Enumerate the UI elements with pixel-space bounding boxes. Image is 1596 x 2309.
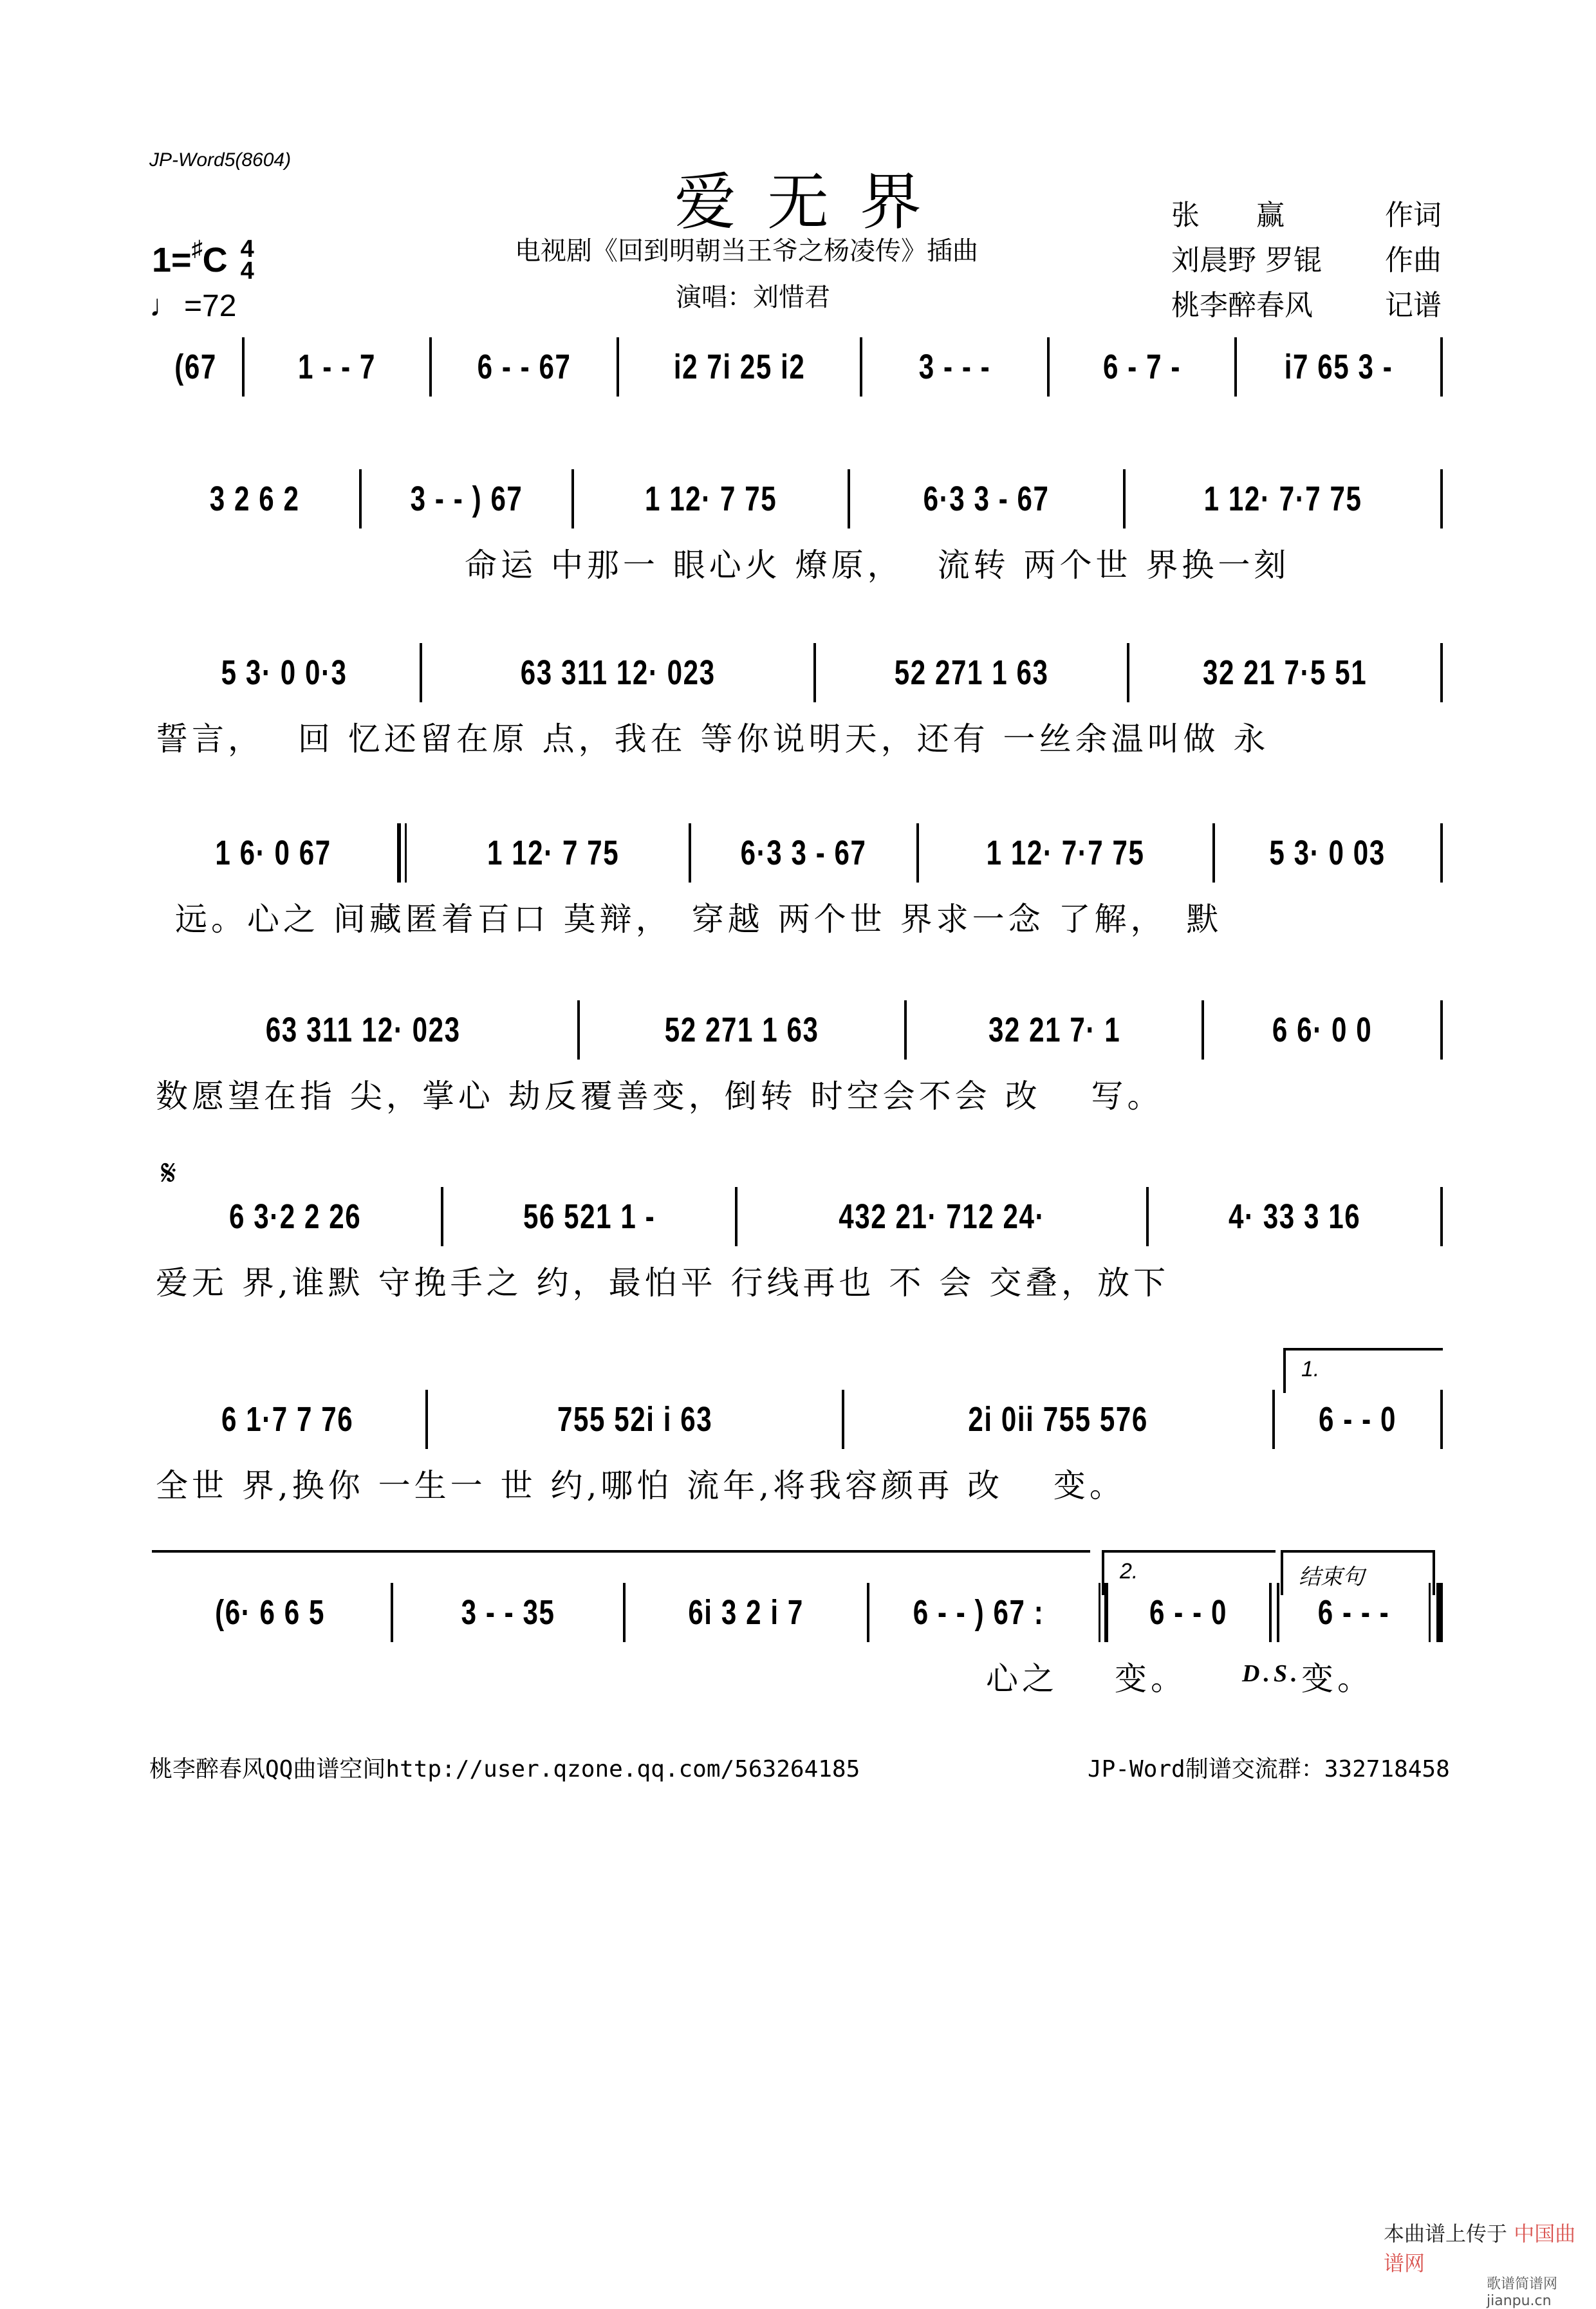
notes: 56 521 1 - bbox=[523, 1197, 656, 1236]
measure bbox=[149, 818, 397, 888]
notes: 1 12· 7 75 bbox=[487, 834, 620, 872]
measure bbox=[574, 463, 847, 534]
measure bbox=[149, 463, 359, 534]
notes: 2i 0ii 755 576 bbox=[968, 1400, 1149, 1439]
quarter-note-icon: ♩ bbox=[149, 289, 180, 323]
lyric-text: 全世 界,换你 一生一 世 约,哪怕 流年,将我容颜再 改 变。 bbox=[156, 1467, 1126, 1504]
measure bbox=[149, 1384, 425, 1455]
watermark-text: 本曲谱上传于 bbox=[1384, 2221, 1508, 2246]
measure bbox=[149, 1181, 441, 1252]
measure bbox=[626, 1577, 867, 1648]
credit-name: 桃李醉春风 bbox=[1171, 289, 1313, 322]
notes: (67 bbox=[174, 348, 217, 386]
segno-icon: 𝄋 bbox=[161, 1152, 177, 1194]
notes: 1 12· 7 75 bbox=[644, 480, 777, 518]
measure bbox=[149, 1577, 391, 1648]
measure bbox=[443, 1181, 735, 1252]
lyric-text: 远。心之 间藏匿着百口 莫辩， 穿越 两个世 界求一念 了解， 默 bbox=[175, 901, 1223, 938]
measure bbox=[1215, 818, 1440, 888]
credit-name: 张 赢 bbox=[1171, 199, 1285, 232]
notes: i2 7i 25 i2 bbox=[673, 348, 806, 386]
sharp-icon: ♯ bbox=[191, 236, 203, 261]
credit-name: 刘晨野 罗锟 bbox=[1171, 244, 1322, 277]
measure bbox=[580, 995, 904, 1065]
notes: 63 311 12· 023 bbox=[265, 1011, 461, 1049]
volta-label: 1. bbox=[1301, 1357, 1320, 1381]
measure bbox=[862, 332, 1047, 402]
barline bbox=[1440, 469, 1443, 528]
measure bbox=[619, 332, 859, 402]
barline bbox=[1440, 643, 1443, 702]
measure bbox=[1108, 1577, 1269, 1648]
lyrics-line bbox=[149, 1252, 1443, 1310]
score-row-8 bbox=[149, 1577, 1443, 1706]
notes: 6 - - 67 bbox=[477, 348, 571, 386]
measure bbox=[1237, 332, 1440, 402]
key-prefix: 1= bbox=[152, 241, 192, 279]
lyric-text: 数愿望在指 尖，掌心 劫反覆善变，倒转 时空会不会 改 写。 bbox=[156, 1078, 1164, 1115]
lyrics-line bbox=[149, 888, 1443, 946]
dal-segno-marking: D.S. bbox=[1242, 1660, 1301, 1687]
repeat-start-barline bbox=[397, 823, 418, 883]
measure bbox=[432, 332, 617, 402]
measure bbox=[393, 1577, 623, 1648]
credit-role: 作曲 bbox=[1385, 244, 1442, 277]
measure bbox=[738, 1181, 1146, 1252]
measure bbox=[149, 332, 242, 402]
notes: 5 3· 0 0·3 bbox=[221, 653, 348, 692]
measure bbox=[1126, 463, 1440, 534]
measure bbox=[245, 332, 429, 402]
barline bbox=[1440, 1390, 1443, 1449]
notes: 6·3 3 - 67 bbox=[923, 480, 1050, 518]
score-row-6 bbox=[149, 1181, 1443, 1310]
notes: 1 - - 7 bbox=[297, 348, 376, 386]
notes: 6 - - - bbox=[1318, 1593, 1390, 1632]
credit-role: 记谱 bbox=[1385, 289, 1442, 322]
watermark-site: 歌谱简谱网 jianpu.cn bbox=[1487, 2276, 1558, 2309]
time-top: 4 bbox=[240, 236, 254, 263]
notes: 63 311 12· 023 bbox=[520, 653, 716, 692]
measure bbox=[1204, 995, 1440, 1065]
credit-composer bbox=[1171, 238, 1442, 283]
footer-right: JP-Word制谱交流群：332718458 bbox=[1088, 1756, 1450, 1782]
notes: 52 271 1 63 bbox=[895, 653, 1049, 692]
software-version: JP-Word5(8604) bbox=[149, 149, 292, 171]
tempo-value: =72 bbox=[184, 289, 237, 323]
barline bbox=[1440, 337, 1443, 397]
notes: 6 - - 0 bbox=[1149, 1593, 1228, 1632]
barline bbox=[1440, 1000, 1443, 1060]
notes: 5 3· 0 03 bbox=[1269, 834, 1386, 872]
notes: 52 271 1 63 bbox=[664, 1011, 819, 1049]
measure bbox=[907, 995, 1202, 1065]
measure bbox=[844, 1384, 1272, 1455]
measure bbox=[919, 818, 1212, 888]
volta-label: 2. bbox=[1120, 1559, 1138, 1584]
notes: 1 12· 7·7 75 bbox=[986, 834, 1145, 872]
final-barline bbox=[1429, 1583, 1443, 1642]
credits bbox=[1171, 193, 1442, 328]
lyrics-line bbox=[149, 1455, 1443, 1513]
lyrics-line bbox=[149, 708, 1443, 766]
measure bbox=[816, 637, 1127, 708]
barline bbox=[1440, 823, 1443, 883]
song-title: 爱无界 bbox=[674, 166, 952, 238]
notes: i7 65 3 - bbox=[1284, 348, 1393, 386]
lyrics-line bbox=[149, 1648, 1443, 1706]
measure bbox=[362, 463, 571, 534]
measure bbox=[850, 463, 1123, 534]
notes: 6 - - 0 bbox=[1318, 1400, 1396, 1439]
score-row-5 bbox=[149, 995, 1443, 1123]
notes: 6·3 3 - 67 bbox=[741, 834, 867, 872]
lyric-text: 变。 bbox=[1115, 1660, 1187, 1697]
time-bottom: 4 bbox=[240, 257, 254, 285]
notes: 3 2 6 2 bbox=[209, 480, 299, 518]
watermark-brand: 中国曲谱网 bbox=[1384, 2221, 1576, 2276]
measure bbox=[428, 1384, 842, 1455]
notes: 6 - - ) 67 : bbox=[913, 1593, 1044, 1632]
measure bbox=[149, 637, 420, 708]
score-row-3 bbox=[149, 637, 1443, 766]
notes: 1 6· 0 67 bbox=[215, 834, 331, 872]
lyric-text: 命运 中那一 眼心火 燎原， 流转 两个世 界换一刻 bbox=[465, 547, 1290, 584]
notes: 32 21 7· 1 bbox=[988, 1011, 1120, 1049]
notes: 6 - 7 - bbox=[1102, 348, 1181, 386]
measure bbox=[149, 995, 577, 1065]
notes: 6 3·2 2 26 bbox=[228, 1197, 362, 1236]
notes: 4· 33 3 16 bbox=[1228, 1197, 1361, 1236]
notes: 6 1·7 7 76 bbox=[221, 1400, 354, 1439]
time-signature bbox=[240, 236, 254, 285]
measure bbox=[1275, 1384, 1440, 1455]
lyrics-line bbox=[149, 534, 1443, 592]
credit-transcriber bbox=[1171, 283, 1442, 328]
notes: 6 6· 0 0 bbox=[1272, 1011, 1373, 1049]
measure bbox=[691, 818, 916, 888]
double-barline bbox=[1269, 1583, 1279, 1642]
notes: 755 52i i 63 bbox=[557, 1400, 713, 1439]
tempo-marking bbox=[149, 288, 236, 324]
lyric-text: 爱无 界,谁默 守挽手之 约，最怕平 行线再也 不 会 交叠，放下 bbox=[156, 1264, 1170, 1302]
score-row-7 bbox=[149, 1384, 1443, 1513]
watermark bbox=[1384, 2218, 1596, 2309]
footer-left: 桃李醉春风QQ曲谱空间http://user.qzone.qq.com/563264185 bbox=[149, 1756, 860, 1782]
lyric-text: 誓言， 回 忆还留在原 点，我在 等你说明天，还有 一丝余温叫做 永 bbox=[156, 720, 1270, 758]
measure bbox=[1129, 637, 1440, 708]
bracket-line bbox=[152, 1550, 1090, 1553]
notes: (6· 6 6 5 bbox=[214, 1593, 325, 1632]
key-note: C bbox=[202, 241, 228, 279]
key-signature bbox=[152, 236, 254, 285]
score-row-2 bbox=[149, 463, 1443, 592]
credit-role: 作词 bbox=[1385, 199, 1442, 232]
barline bbox=[1440, 1187, 1443, 1246]
notes: 32 21 7·5 51 bbox=[1202, 653, 1368, 692]
ending-label: 结束句 bbox=[1299, 1565, 1364, 1589]
notes: 3 - - ) 67 bbox=[410, 480, 523, 518]
singer: 演唱：刘惜君 bbox=[676, 283, 830, 312]
notes: 3 - - 35 bbox=[461, 1593, 555, 1632]
repeat-end-barline bbox=[1088, 1583, 1108, 1642]
score-row-1 bbox=[149, 332, 1443, 402]
credit-lyricist bbox=[1171, 193, 1442, 238]
song-subtitle: 电视剧《回到明朝当王爷之杨凌传》插曲 bbox=[515, 236, 978, 266]
notes: 6i 3 2 i 7 bbox=[688, 1593, 804, 1632]
score-row-4 bbox=[149, 818, 1443, 946]
measure bbox=[418, 818, 688, 888]
measure bbox=[1149, 1181, 1440, 1252]
lyrics-line bbox=[149, 1065, 1443, 1123]
lyric-text: 心之 bbox=[986, 1660, 1058, 1697]
measure bbox=[1279, 1577, 1429, 1648]
measure bbox=[422, 637, 814, 708]
measure bbox=[1050, 332, 1234, 402]
notes: 1 12· 7·7 75 bbox=[1203, 480, 1362, 518]
notes: 3 - - - bbox=[918, 348, 990, 386]
lyric-text: 变。 bbox=[1301, 1660, 1373, 1697]
notes: 432 21· 712 24· bbox=[839, 1197, 1046, 1236]
measure bbox=[869, 1577, 1088, 1648]
